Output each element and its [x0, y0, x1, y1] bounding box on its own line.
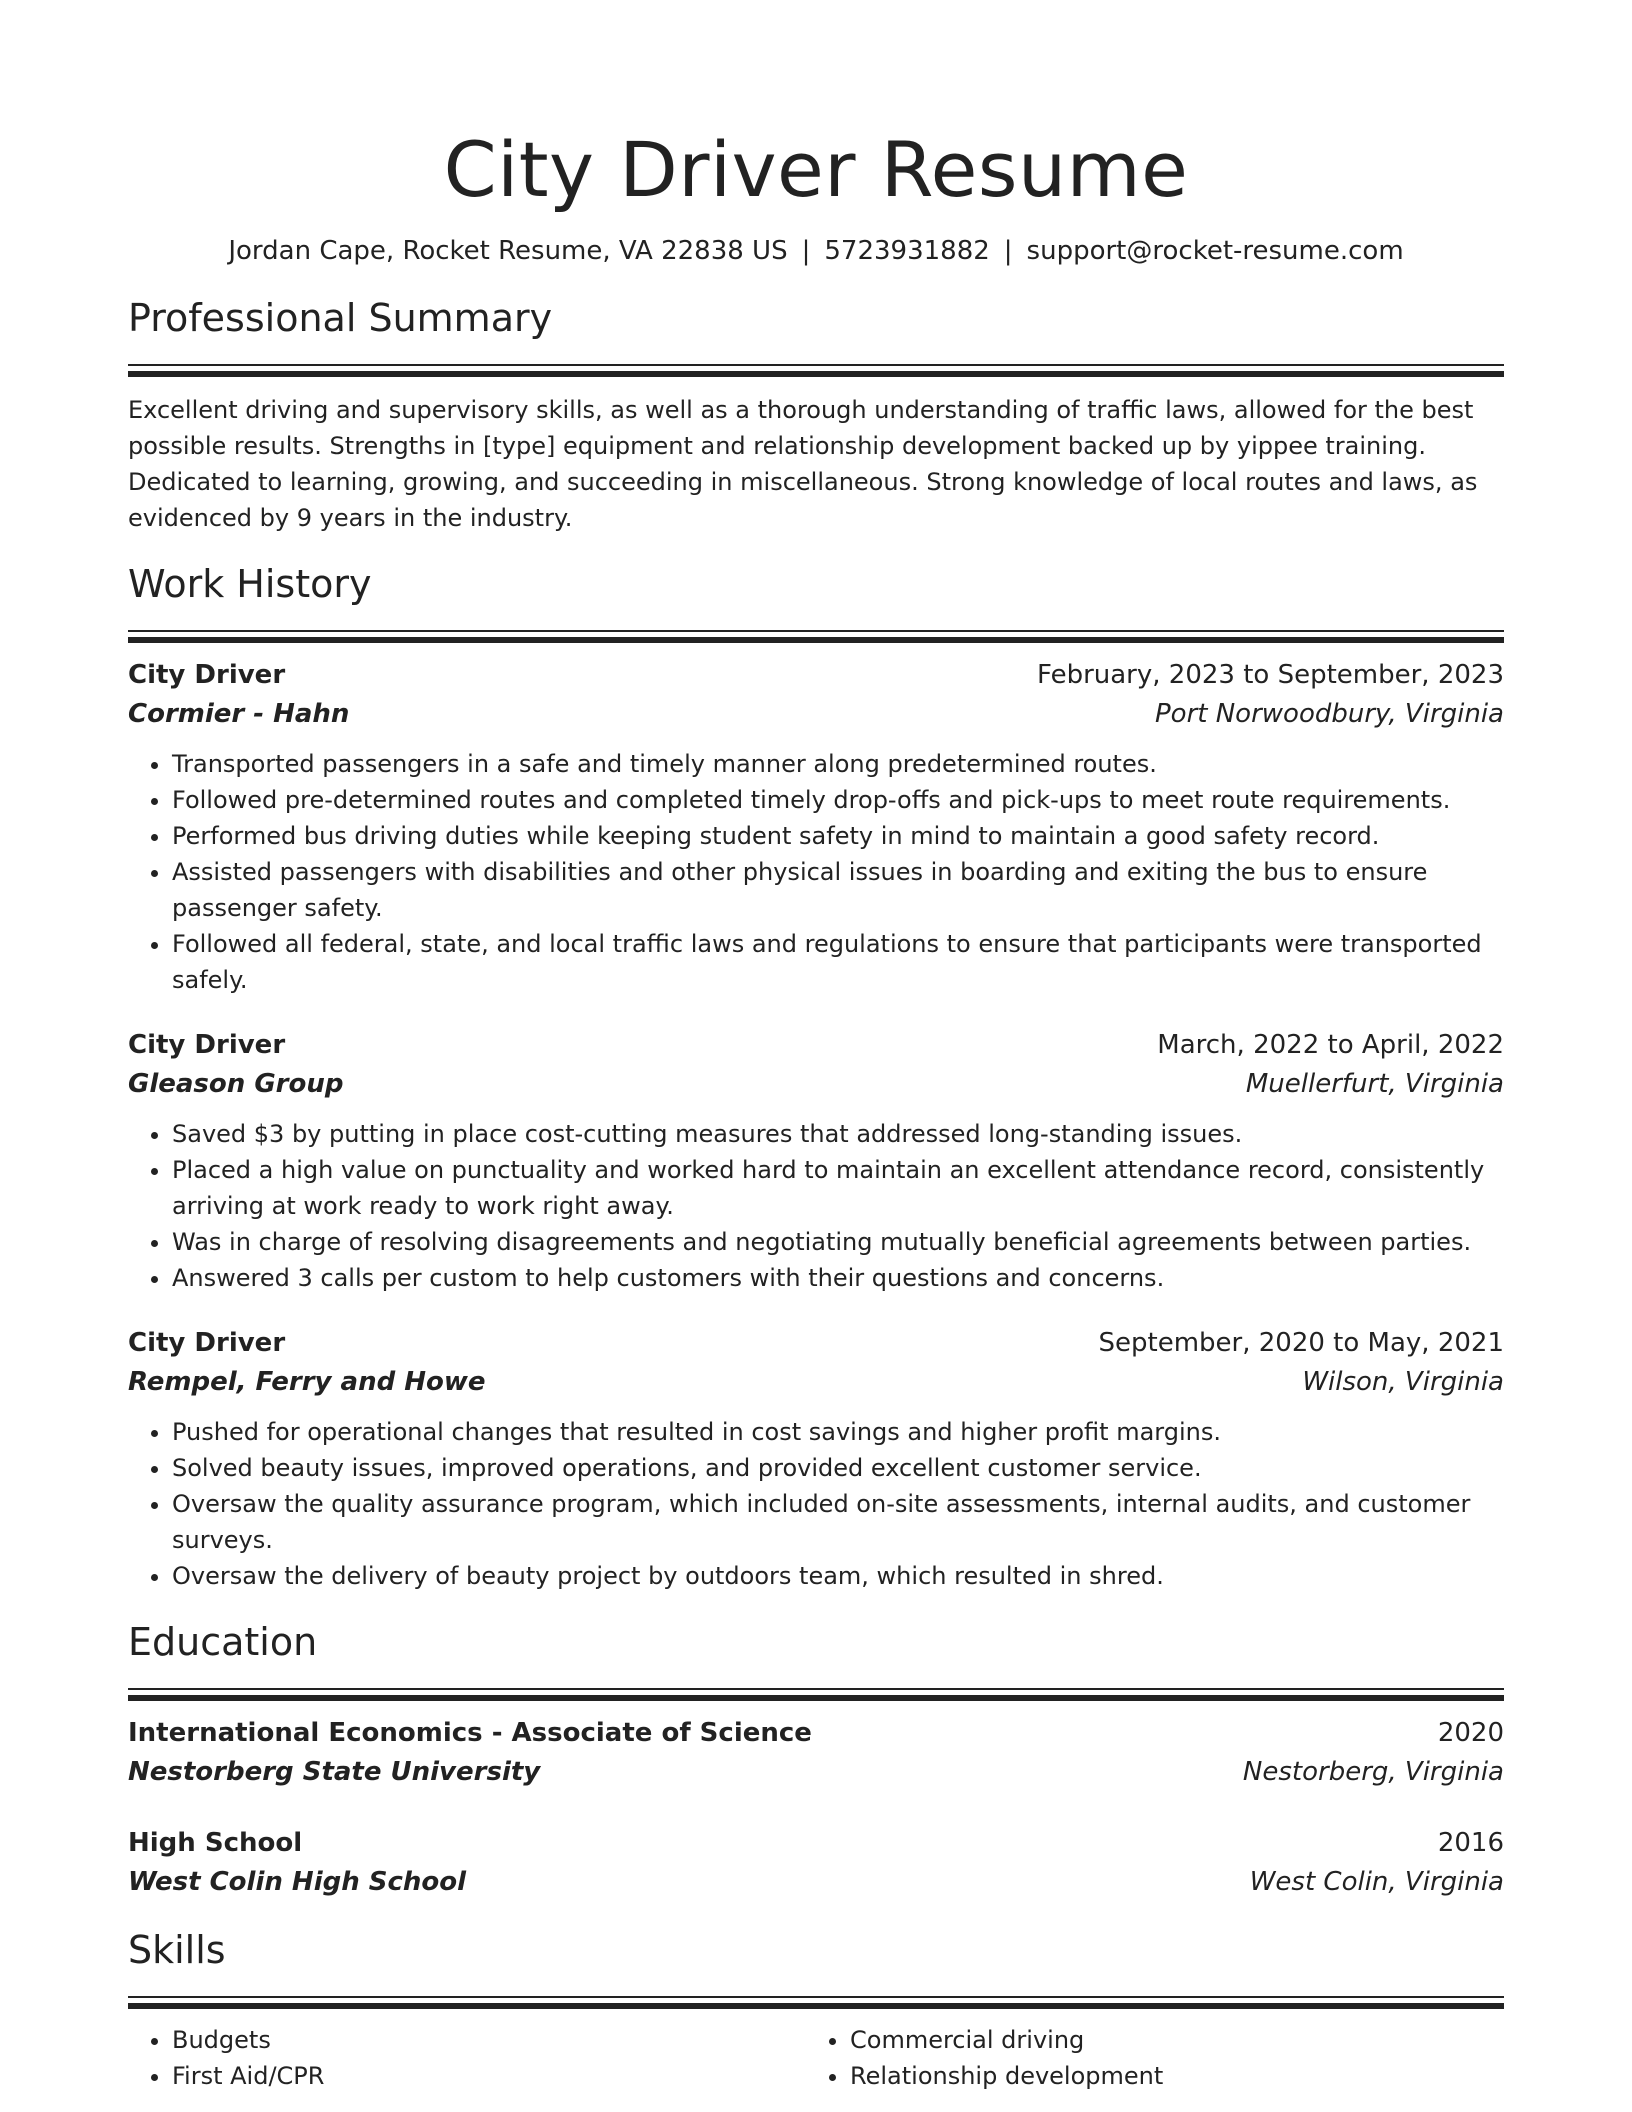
education-school: Nestorberg State University	[128, 1757, 541, 1787]
list-item: • Solved beauty issues, improved operations, and provided excellent customer service.	[172, 1450, 1504, 1486]
contact-line	[128, 234, 1504, 268]
job-bullets	[128, 746, 1504, 998]
resume-page	[128, 0, 1504, 2094]
section-divider	[128, 1996, 1504, 2008]
education-header	[128, 1714, 1504, 1752]
job-company: Gleason Group	[128, 1069, 344, 1099]
summary-section	[128, 294, 1504, 536]
education-location: West Colin, Virginia	[1249, 1867, 1504, 1897]
section-divider	[128, 630, 1504, 642]
education-degree: High School	[128, 1828, 303, 1858]
job-dates: March, 2022 to April, 2022	[1157, 1030, 1504, 1060]
contact-email: support@rocket-resume.com	[1026, 236, 1404, 266]
list-item: • Relationship development	[850, 2058, 1484, 2094]
list-item: • Assisted passengers with disabilities and other physical issues in boarding and exiting the bus to ensure passenger safety.	[172, 854, 1504, 926]
job-dates: September, 2020 to May, 2021	[1098, 1328, 1504, 1358]
summary-text: Excellent driving and supervisory skills, as well as a thorough understanding of traffic laws, allowed for the best possible results. Strengths in [type] equipment and relationship development backed up by yippee training. Dedicated to learning, growing, and succeeding in miscellaneous. Strong knowledge of local routes and laws, as evidenced by 9 years in the industry.	[128, 396, 1478, 532]
section-heading-skills: Skills	[128, 1928, 226, 1972]
job-header	[128, 656, 1504, 694]
list-item: • Budgets	[172, 2022, 806, 2058]
contact-address: Jordan Cape, Rocket Resume, VA 22838 US	[228, 236, 788, 266]
list-item: • Performed bus driving duties while keeping student safety in mind to maintain a good safety record.	[172, 818, 1504, 854]
job-role: City Driver	[128, 660, 286, 690]
job-bullets	[128, 1414, 1504, 1594]
list-item: • Followed pre-determined routes and completed timely drop-offs and pick-ups to meet route requirements.	[172, 782, 1504, 818]
education-subheader	[128, 1862, 1504, 1902]
list-item: • First Aid/CPR	[172, 2058, 806, 2094]
job-company: Rempel, Ferry and Howe	[128, 1367, 486, 1397]
job-subheader	[128, 1064, 1504, 1104]
education-entry	[128, 1824, 1504, 1902]
job-role: City Driver	[128, 1030, 286, 1060]
section-divider	[128, 364, 1504, 376]
job-location: Muellerfurt, Virginia	[1245, 1069, 1504, 1099]
section-heading-work: Work History	[128, 562, 372, 606]
resume-title: City Driver Resume	[443, 125, 1189, 214]
work-section	[128, 560, 1504, 1594]
education-year: 2020	[1437, 1718, 1504, 1748]
section-heading-summary: Professional Summary	[128, 296, 553, 340]
education-entry	[128, 1714, 1504, 1792]
list-item: • Saved $3 by putting in place cost-cutting measures that addressed long-standing issues.	[172, 1116, 1504, 1152]
job-bullets	[128, 1116, 1504, 1296]
education-section	[128, 1618, 1504, 1902]
section-heading-education: Education	[128, 1620, 318, 1664]
skills-columns	[128, 2022, 1504, 2094]
education-degree: International Economics - Associate of Science	[128, 1718, 812, 1748]
contact-phone: 5723931882	[824, 236, 990, 266]
education-header	[128, 1824, 1504, 1862]
job-dates: February, 2023 to September, 2023	[1037, 660, 1504, 690]
job-subheader	[128, 1362, 1504, 1402]
skills-section	[128, 1926, 1504, 2094]
job-subheader	[128, 694, 1504, 734]
job-entry	[128, 656, 1504, 998]
education-subheader	[128, 1752, 1504, 1792]
list-item: • Was in charge of resolving disagreements and negotiating mutually beneficial agreements between parties.	[172, 1224, 1504, 1260]
job-role: City Driver	[128, 1328, 286, 1358]
job-header	[128, 1324, 1504, 1362]
section-divider	[128, 1688, 1504, 1700]
job-header	[128, 1026, 1504, 1064]
list-item: • Answered 3 calls per custom to help customers with their questions and concerns.	[172, 1260, 1504, 1296]
education-year: 2016	[1437, 1828, 1504, 1858]
contact-separator: |	[801, 236, 811, 266]
job-entry	[128, 1324, 1504, 1594]
job-location: Wilson, Virginia	[1302, 1367, 1504, 1397]
education-school: West Colin High School	[128, 1867, 467, 1897]
skills-column-right	[806, 2022, 1484, 2094]
list-item: • Pushed for operational changes that resulted in cost savings and higher profit margins.	[172, 1414, 1504, 1450]
skills-column-left	[128, 2022, 806, 2094]
job-location: Port Norwoodbury, Virginia	[1155, 699, 1504, 729]
list-item: • Followed all federal, state, and local traffic laws and regulations to ensure that participants were transported safely.	[172, 926, 1504, 998]
list-item: • Placed a high value on punctuality and worked hard to maintain an excellent attendance record, consistently arriving at work ready to work right away.	[172, 1152, 1504, 1224]
job-company: Cormier - Hahn	[128, 699, 350, 729]
list-item: • Oversaw the delivery of beauty project by outdoors team, which resulted in shred.	[172, 1558, 1504, 1594]
job-entry	[128, 1026, 1504, 1296]
contact-separator: |	[1003, 236, 1013, 266]
list-item: • Commercial driving	[850, 2022, 1484, 2058]
list-item: • Transported passengers in a safe and timely manner along predetermined routes.	[172, 746, 1504, 782]
education-location: Nestorberg, Virginia	[1242, 1757, 1504, 1787]
list-item: • Oversaw the quality assurance program, which included on-site assessments, internal audits, and customer surveys.	[172, 1486, 1504, 1558]
